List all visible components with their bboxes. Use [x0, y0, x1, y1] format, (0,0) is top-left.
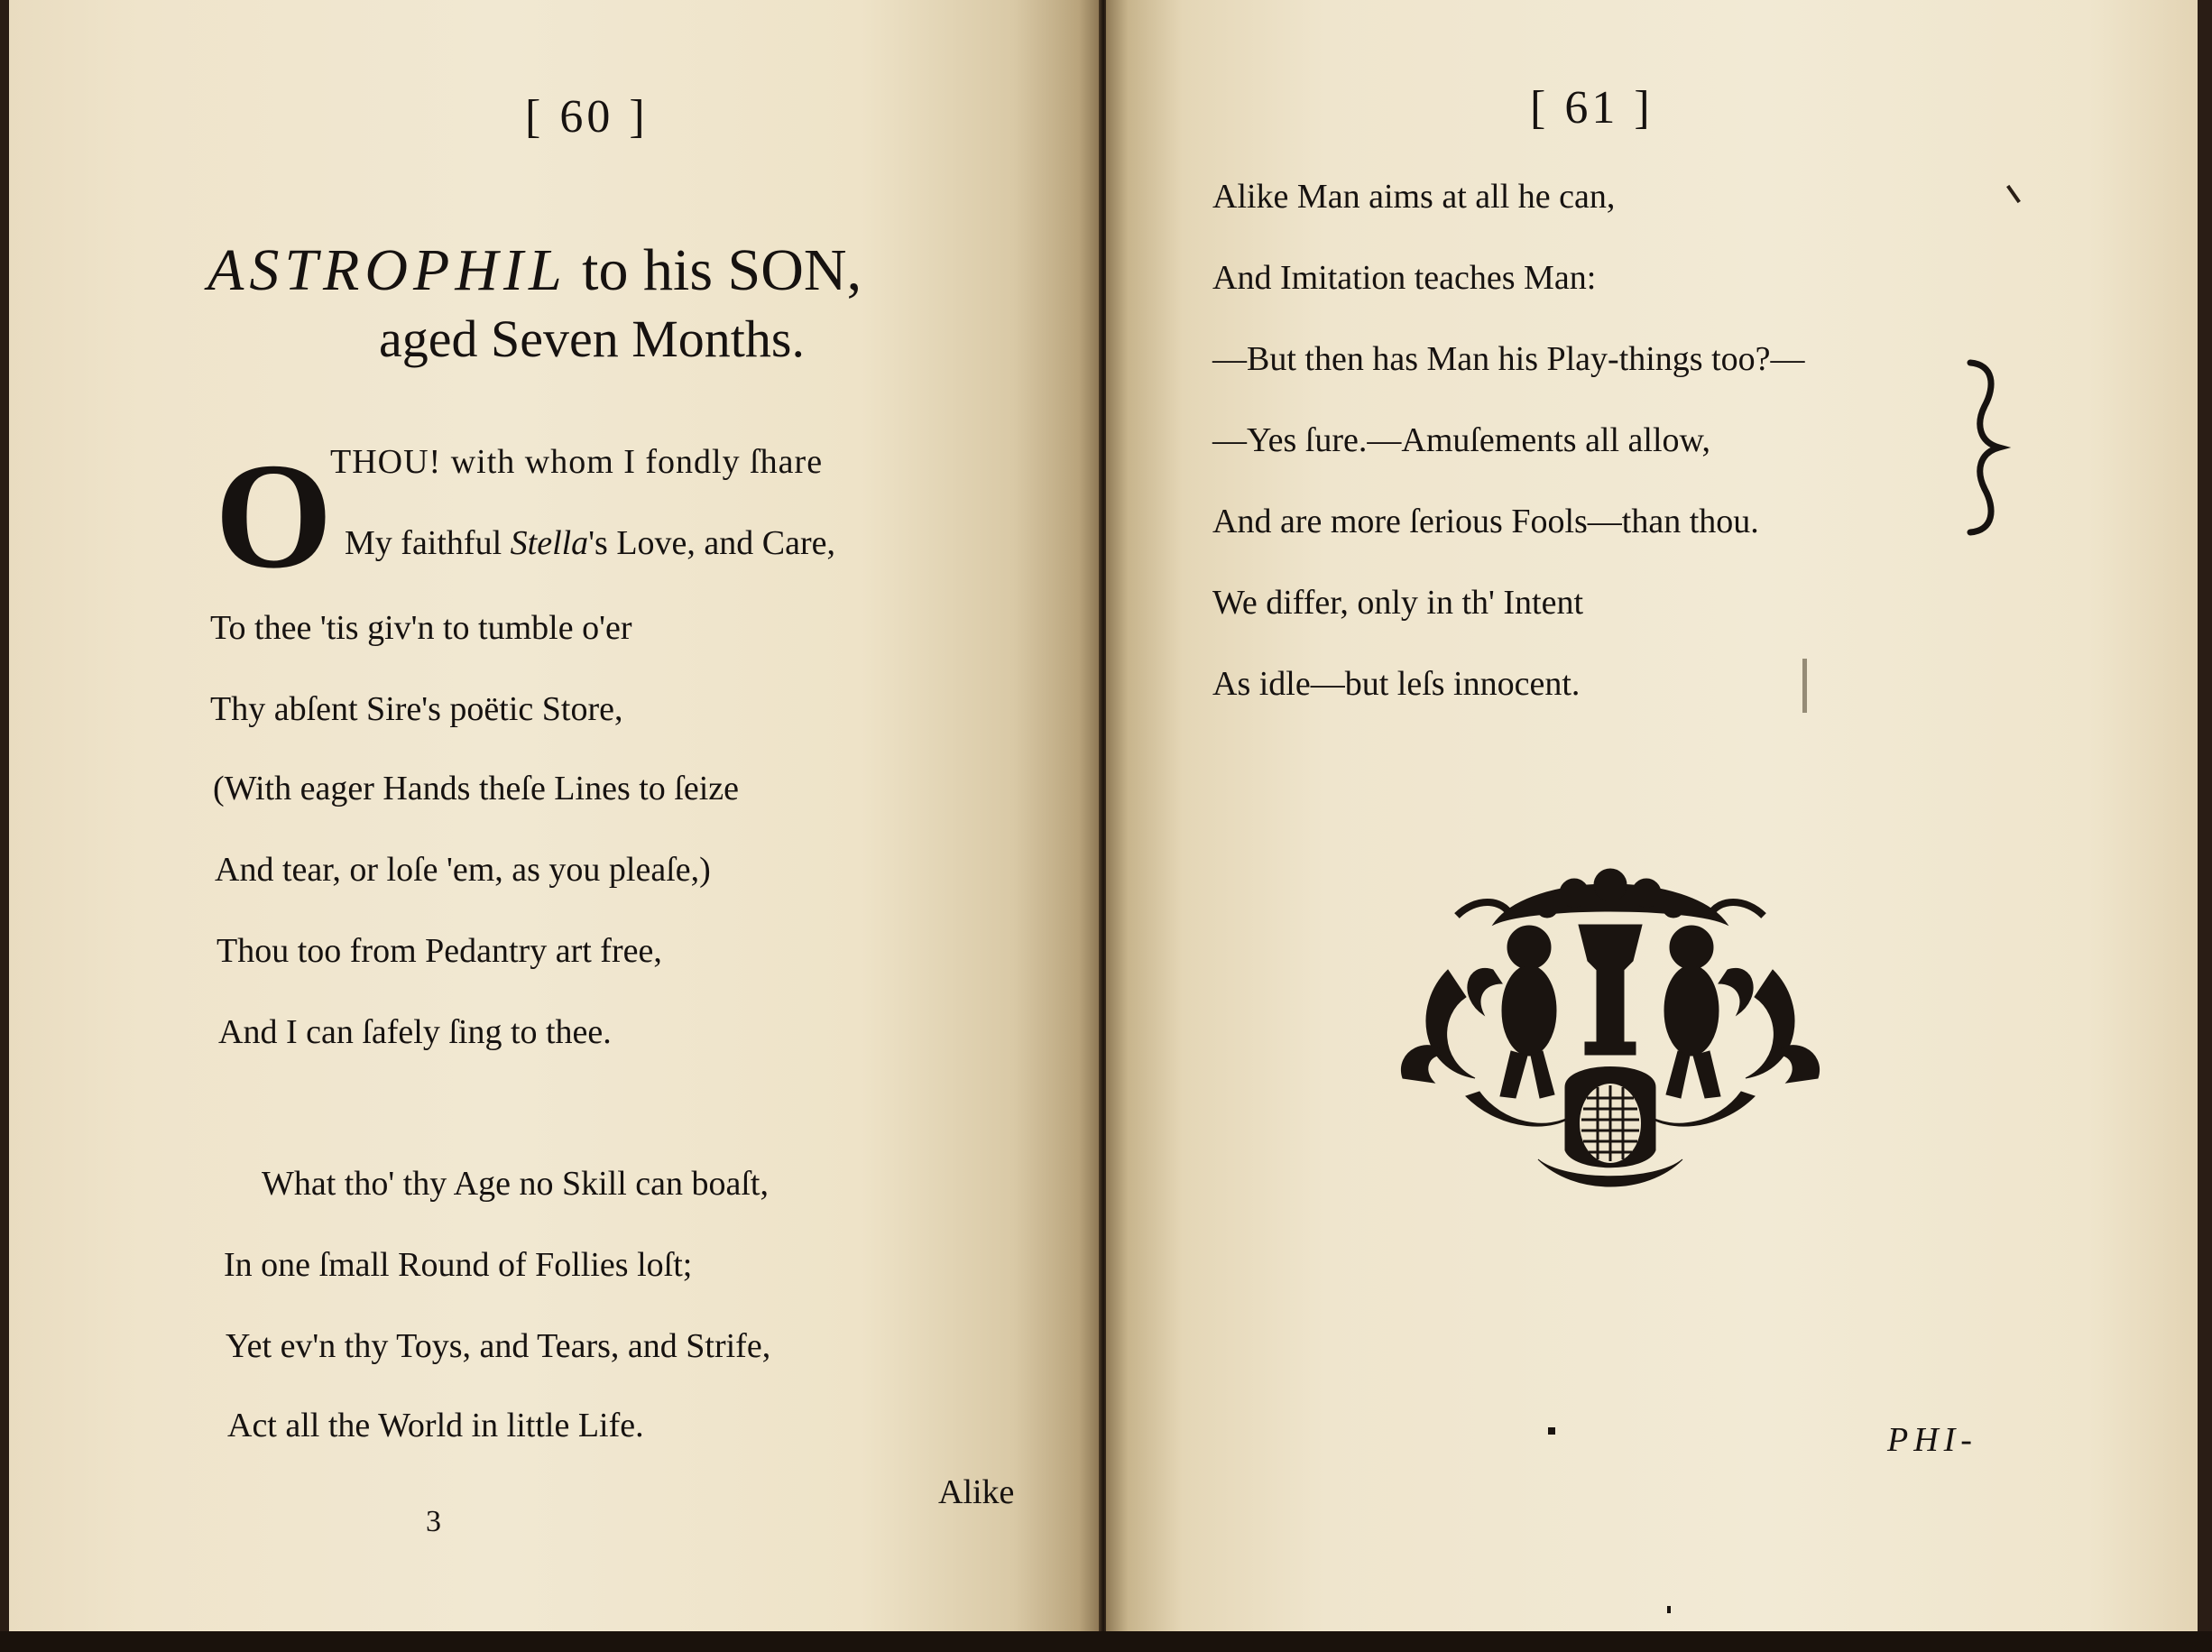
- catchword-left: Alike: [938, 1473, 1015, 1511]
- right-page: [1106, 0, 2198, 1652]
- verse-line: What tho' thy Age no Skill can boaſt,: [262, 1165, 769, 1203]
- poem-title: [207, 236, 1019, 305]
- verse-line: (With eager Hands theſe Lines to ſeize: [213, 770, 740, 808]
- verse-line: [345, 523, 835, 563]
- verse-line: And tear, or loſe 'em, as you pleaſe,): [215, 851, 711, 889]
- stella-name: Stella: [510, 524, 589, 562]
- catchword-right: PHI-: [1887, 1421, 1977, 1459]
- title-rest: to his SON,: [567, 237, 862, 303]
- paper-speck: [1802, 659, 1807, 713]
- verse-line: Yet ev'n thy Toys, and Tears, and Strife,: [226, 1327, 771, 1365]
- verse-line: Act all the World in little Life.: [227, 1407, 644, 1444]
- verse-line: THOU! with whom I fondly ſhare: [330, 443, 824, 481]
- verse-line: To thee 'tis giv'n to tumble o'er: [210, 609, 632, 647]
- title-name: ASTROPHIL: [207, 237, 567, 303]
- signature-mark: 3: [426, 1505, 441, 1538]
- left-page: [9, 0, 1101, 1652]
- verse-line: Thy abſent Sire's poëtic Store,: [210, 690, 623, 728]
- page-number-right: [ 61 ]: [1530, 82, 1654, 134]
- ornament-vignette-icon: [1394, 862, 1827, 1195]
- verse-line: In one ſmall Round of Follies loſt;: [224, 1246, 693, 1284]
- verse-line: —But then has Man his Play-things too?—: [1212, 340, 1805, 378]
- poem-subtitle: aged Seven Months.: [379, 309, 805, 368]
- curly-brace-icon: [1963, 359, 2012, 536]
- verse-line: Thou too from Pedantry art free,: [217, 932, 662, 970]
- verse-line: We differ, only in th' Intent: [1212, 584, 1584, 622]
- verse-line: —Yes ſure.—Amuſements all allow,: [1212, 421, 1711, 459]
- verse-line: And Imitation teaches Man:: [1212, 259, 1597, 297]
- verse-line: And I can ſafely ſing to thee.: [218, 1013, 612, 1051]
- verse-text: 's Love, and Care,: [588, 524, 835, 562]
- book-bottom-edge: [0, 1631, 2212, 1652]
- drop-cap: O: [215, 432, 333, 600]
- verse-text: My faithful: [345, 524, 511, 562]
- paper-speck: [1548, 1427, 1555, 1435]
- verse-line: And are more ſerious Fools—than thou.: [1212, 503, 1759, 540]
- verse-line: As idle—but leſs innocent.: [1212, 665, 1581, 703]
- page-number-left: [ 60 ]: [525, 91, 649, 143]
- verse-line: Alike Man aims at all he can,: [1212, 178, 1616, 216]
- paper-speck: [1667, 1606, 1671, 1613]
